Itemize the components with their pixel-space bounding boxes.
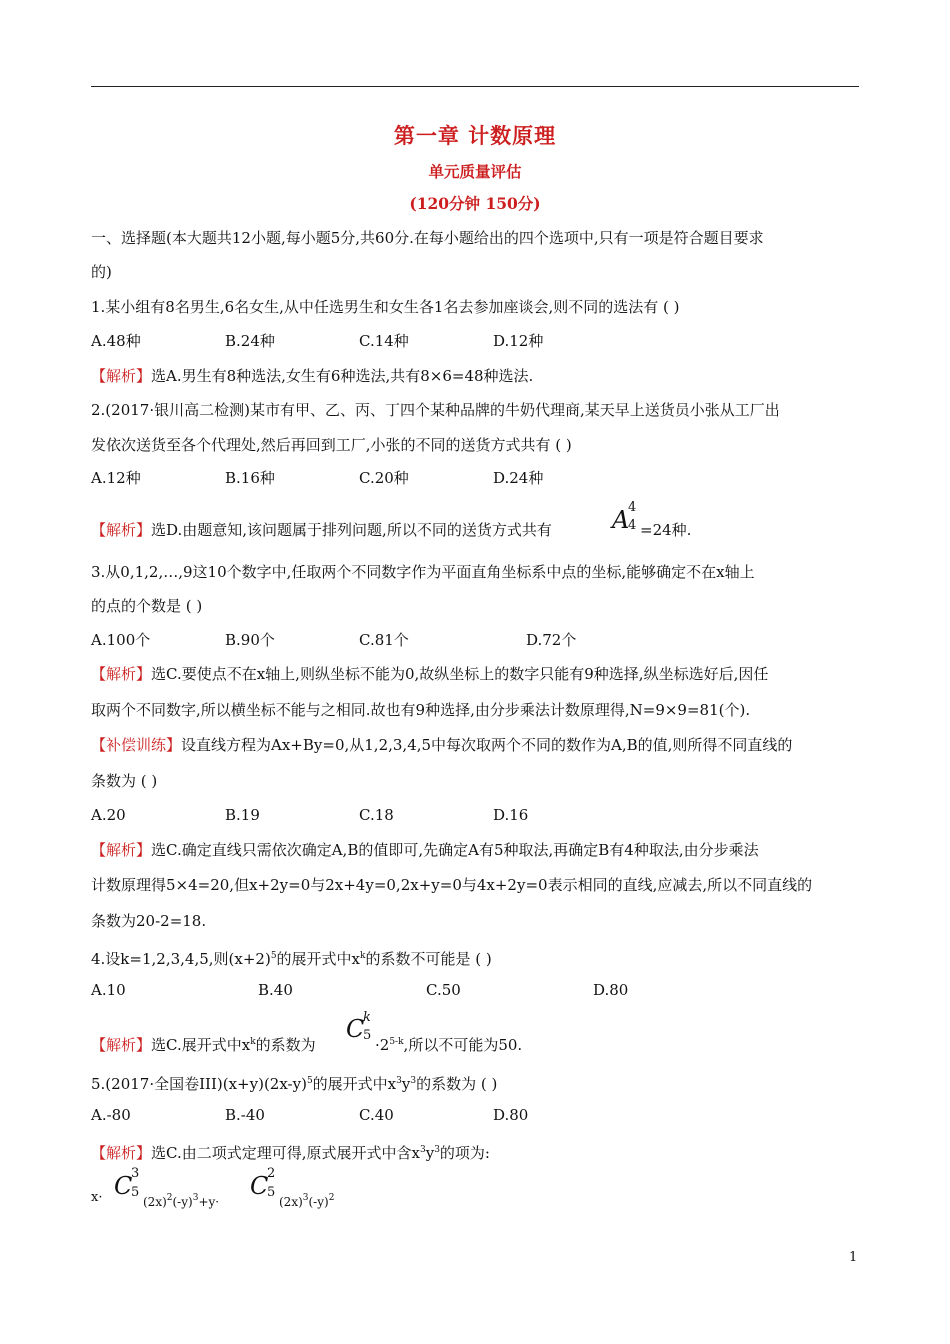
q5-option-c: C.40 <box>359 1106 394 1124</box>
q2-option-b: B.16种 <box>225 469 275 487</box>
chapter-title: 第一章 计数原理 <box>393 123 557 148</box>
q4-combination-symbol: C k 5 <box>346 1010 372 1043</box>
q3-analysis-line2: 取两个不同数字,所以横坐标不能与之相同.故也有9种选择,由分步乘法计数原理得,N=9×9=81(个). <box>91 701 751 719</box>
analysis-tag: 【解析】 <box>91 1144 152 1162</box>
supp-stem-line2: 条数为 ( ) <box>91 772 158 790</box>
q3-stem-line1: 3.从0,1,2,…,9这10个数字中,任取两个不同数字作为平面直角坐标系中点的坐标,能够确定不在x轴上 <box>91 563 755 581</box>
supp-analysis-line3: 条数为20-2=18. <box>91 912 207 930</box>
q5-analysis: 【解析】选C.由二项式定理可得,原式展开式中含$x^3y^3$的项为: <box>91 1144 490 1162</box>
q5-combination-symbol-2: C 2 5 <box>250 1166 276 1200</box>
q3-option-a: A.100个 <box>91 631 151 649</box>
q1-stem: 1.某小组有8名男生,6名女生,从中任选男生和女生各1名去参加座谈会,则不同的选法有 ( ) <box>91 298 680 316</box>
q1-option-c: C.14种 <box>359 332 409 350</box>
q4-option-c: C.50 <box>426 981 461 999</box>
q2-option-d: D.24种 <box>493 469 544 487</box>
q4-stem: 4.设k=1,2,3,4,5,则$(x+2)^5$的展开式中$x^k$的系数不可能是 ( ) <box>91 950 492 968</box>
q4-option-b: B.40 <box>258 981 293 999</box>
q3-option-c: C.81个 <box>359 631 409 649</box>
chapter-subtitle: 单元质量评估 <box>428 162 522 181</box>
q5-option-d: D.80 <box>493 1106 529 1124</box>
q2-analysis <box>91 520 552 540</box>
analysis-tag: 【解析】 <box>91 841 152 859</box>
q4-option-a: A.10 <box>91 981 126 999</box>
supp-option-c: C.18 <box>359 806 394 824</box>
analysis-tag: 【解析】 <box>91 1036 152 1054</box>
section-heading-line2: 的) <box>91 263 112 281</box>
q5-stem: 5.(2017·全国卷$III)(x+y)(2x-y)^5$的展开式中$x^3y^3$的系数为 ( ) <box>91 1075 498 1093</box>
header-rule <box>91 86 859 87</box>
q4-analysis-tail: $\cdot 2^{5-k}$,所以不可能为50. <box>375 1036 523 1054</box>
time-and-score: (120分钟 150分) <box>409 194 541 213</box>
q5-option-a: A.-80 <box>91 1106 131 1124</box>
q1-analysis-text: 选A.男生有8种选法,女生有6种选法,共有8×6=48种选法. <box>151 367 534 385</box>
supplement-tag: 【补偿训练】 <box>91 736 182 754</box>
section-heading-line1: 一、选择题(本大题共12小题,每小题5分,共60分.在每小题给出的四个选项中,只有一项是符合题目要求 <box>91 229 764 247</box>
q3-stem-line2: 的点的个数是 ( ) <box>91 597 203 615</box>
analysis-tag: 【解析】 <box>91 665 152 683</box>
supp-stem-line1: 【补偿训练】设直线方程为Ax+By=0,从1,2,3,4,5中每次取两个不同的数作为A,B的值,则所得不同直线的 <box>91 736 793 754</box>
analysis-tag: 【解析】 <box>91 367 152 385</box>
q1-option-a: A.48种 <box>91 332 141 350</box>
q1-option-d: D.12种 <box>493 332 544 350</box>
q2-option-c: C.20种 <box>359 469 409 487</box>
q2-analysis-post: =24种. <box>640 521 692 539</box>
supp-analysis-line1: 【解析】选C.确定直线只需依次确定A,B的值即可,先确定A有5种取法,再确定B有4种取法,由分步乘法 <box>91 841 759 859</box>
supp-analysis-line2: 计数原理得5×4=20,但x+2y=0与2x+4y=0,2x+y=0与4x+2y=0表示相同的直线,应减去,所以不同直线的 <box>91 876 813 894</box>
q4-option-d: D.80 <box>593 981 629 999</box>
q2-permutation-symbol: A 4 4 <box>612 500 637 534</box>
supp-option-b: B.19 <box>225 806 260 824</box>
supp-option-d: D.16 <box>493 806 529 824</box>
q5-combination-symbol-1: C 3 5 <box>114 1166 140 1200</box>
q2-analysis-pre: 选D.由题意知,该问题属于排列问题,所以不同的送货方式共有 <box>151 521 552 539</box>
supp-option-a: A.20 <box>91 806 126 824</box>
q4-analysis: 【解析】选C.展开式中$x^k$的系数为 <box>91 1036 316 1054</box>
q5-option-b: B.-40 <box>225 1106 265 1124</box>
q2-stem-line2: 发依次送货至各个代理处,然后再回到工厂,小张的不同的送货方式共有 ( ) <box>91 436 572 454</box>
q3-analysis-line1: 【解析】选C.要使点不在x轴上,则纵坐标不能为0,故纵坐标上的数字只能有9种选择,纵坐标选好后,因任 <box>91 665 769 683</box>
q3-option-d: D.72个 <box>526 631 577 649</box>
analysis-tag: 【解析】 <box>91 521 152 539</box>
q2-stem-line1: 2.(2017·银川高二检测)某市有甲、乙、丙、丁四个某种品牌的牛奶代理商,某天早上送货员小张从工厂出 <box>91 401 780 419</box>
page-number: 1 <box>849 1250 858 1265</box>
q1-option-b: B.24种 <box>225 332 275 350</box>
q3-option-b: B.90个 <box>225 631 275 649</box>
q2-option-a: A.12种 <box>91 469 141 487</box>
q1-analysis <box>91 366 533 386</box>
